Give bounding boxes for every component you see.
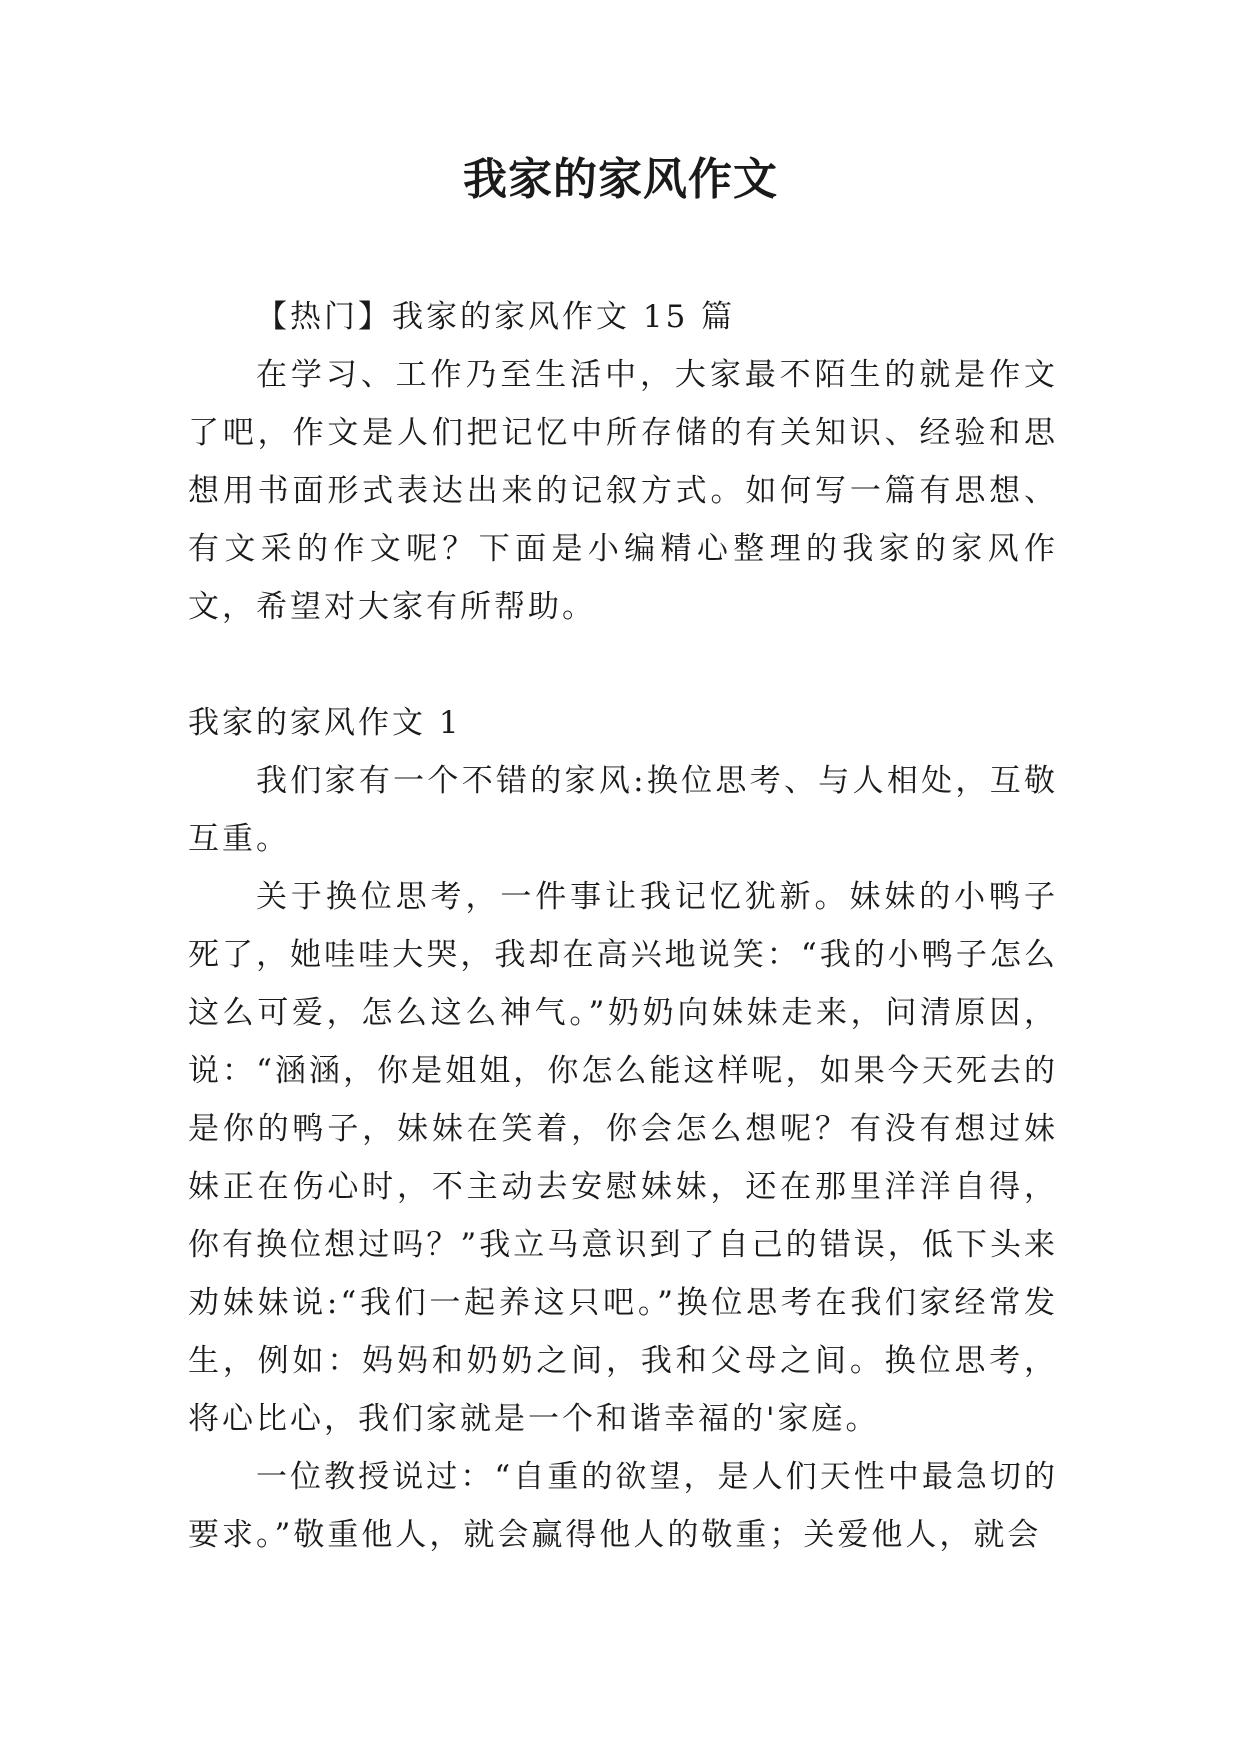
essay-paragraph: 关于换位思考，一件事让我记忆犹新。妹妹的小鸭子死了，她哇哇大哭，我却在高兴地说笑：“我的小鸭子怎么这么可爱，怎么这么神气。”奶奶向妹妹走来，问清原因，说：“涵涵，你是姐姐，你怎么能这样呢，如果今天死去的是你的鸭子，妹妹在笑着，你会怎么想呢？有没有想过妹妹正在伤心时，不主动去安慰妹妹，还在那里洋洋自得，你有换位想过吗？”我立马意识到了自己的错误，低下头来劝妹妹说:“我们一起养这只吧。”换位思考在我们家经常发生，例如：妈妈和奶奶之间，我和父母之间。换位思考，将心比心，我们家就是一个和谐幸福的'家庭。 [188, 879, 1058, 1437]
essay-heading: 我家的家风作文 1 [188, 705, 462, 741]
document-title: 我家的家风作文 [463, 154, 778, 205]
intro-paragraph: 在学习、工作乃至生活中，大家最不陌生的就是作文了吧，作文是人们把记忆中所存储的有关知识、经验和思想用书面形式表达出来的记叙方式。如何写一篇有思想、有文采的作文呢？下面是小编精心整理的我家的家风作文，希望对大家有所帮助。 [188, 357, 1058, 625]
essay-paragraph: 我们家有一个不错的家风:换位思考、与人相处，互敬互重。 [188, 763, 1058, 857]
essay-paragraph: 一位教授说过：“自重的欲望，是人们天性中最急切的要求。”敬重他人，就会赢得他人的敬重；关爱他人，就会 [188, 1459, 1058, 1553]
intro-heading: 【热门】我家的家风作文 15 篇 [256, 299, 736, 335]
document-body [188, 288, 1058, 1564]
